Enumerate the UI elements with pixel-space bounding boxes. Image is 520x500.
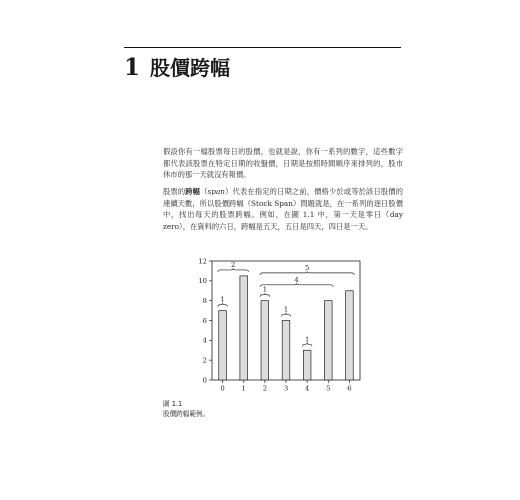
figure-caption [163, 399, 209, 419]
figure-label: 圖 1.1 [163, 400, 183, 408]
paragraph-2 [163, 186, 403, 232]
span-bracket [260, 271, 354, 275]
span-bracket [260, 283, 333, 287]
y-tick-label: 8 [202, 296, 207, 305]
span-label: 4 [294, 275, 299, 284]
span-label: 5 [304, 263, 310, 272]
x-tick-label: 1 [241, 384, 246, 393]
y-tick-label: 2 [202, 356, 207, 365]
paragraph-2-text-b: ）代表在指定的日期之前，價格少於或等於該日股價的連續天數，所以股價跨幅（Stock Span）問題就是，在一系列的逐日股價中，找出每天的股票跨幅。例如，在圖 1.1 中，第一天是零日（day zero），在資料的六日，跨幅是五天，五日是四天，四日是一天。 [163, 187, 404, 231]
y-tick-label: 4 [202, 336, 207, 345]
chapter-title-text: 股價跨幅 [150, 56, 231, 80]
span-bracket [302, 343, 312, 347]
span-label: 2 [230, 260, 236, 269]
span-bracket [260, 293, 270, 297]
bar [303, 350, 311, 380]
stock-span-chart [190, 255, 370, 400]
x-tick-label: 6 [347, 384, 352, 393]
y-tick-label: 6 [202, 316, 207, 325]
y-tick-label: 12 [198, 257, 207, 266]
y-tick-label: 10 [198, 277, 207, 286]
span-label: 1 [283, 305, 289, 314]
span-label: 1 [220, 295, 225, 304]
span-bracket [218, 268, 249, 272]
paragraph-1 [163, 146, 403, 181]
bar [324, 301, 332, 380]
span-bracket [281, 313, 291, 317]
chapter-rule [124, 47, 401, 48]
bar [240, 276, 248, 380]
x-tick-label: 3 [283, 384, 289, 393]
paren-open: （ [200, 187, 208, 196]
x-tick-label: 4 [304, 384, 310, 393]
x-tick-label: 2 [262, 384, 268, 393]
span-bracket [218, 303, 228, 307]
span-label: 1 [262, 285, 268, 294]
figure-caption-text: 股價跨幅範例。 [163, 410, 210, 418]
paragraph-1-text: 假設你有一檔股票每日的股價，也就是說，你有一系列的數字，這些數字都代表該股票在特定日期的收盤價，日期是按照時間順序來排列的，股市休市的那一天就沒有報價。 [163, 147, 403, 179]
term-span-zh: 跨幅 [185, 187, 201, 196]
x-tick-label: 5 [326, 384, 331, 393]
paragraph-2-text-a: 股票的 [163, 187, 186, 196]
bar [346, 291, 354, 380]
bar [282, 321, 290, 381]
bar [261, 301, 269, 380]
bar [219, 311, 227, 380]
span-label: 1 [304, 335, 310, 344]
chapter-number: 1 [124, 54, 141, 81]
y-tick-label: 0 [202, 376, 207, 385]
x-tick-label: 0 [220, 384, 225, 393]
chapter-title [124, 52, 230, 81]
term-span-en: span [207, 187, 225, 196]
